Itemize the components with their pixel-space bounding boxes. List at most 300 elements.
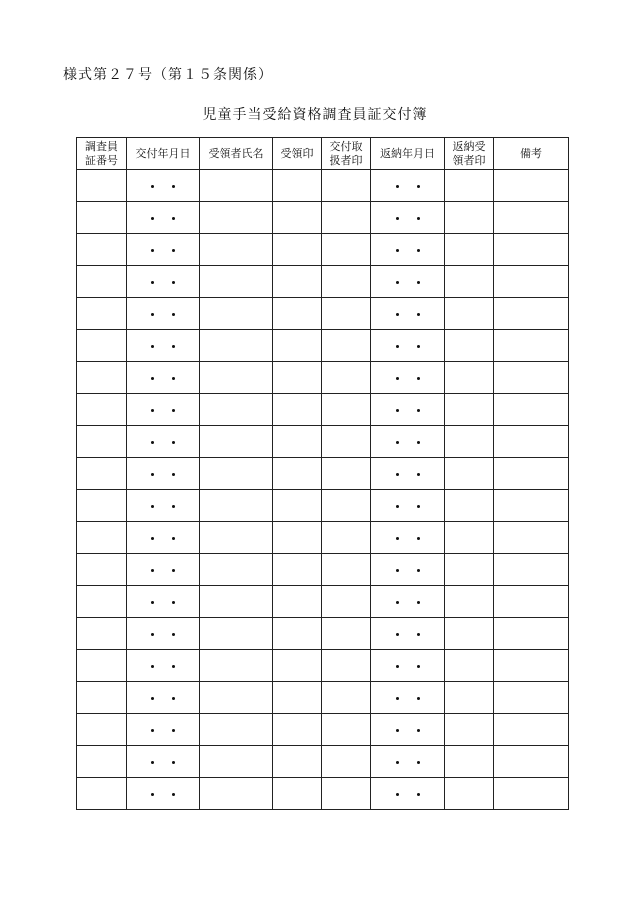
cell-issue-date xyxy=(127,266,200,298)
cell-return-date xyxy=(371,458,445,490)
cell-issuer-seal xyxy=(322,682,371,714)
date-separator-dot xyxy=(151,473,154,476)
date-separator-dot xyxy=(417,345,420,348)
table-row xyxy=(77,234,569,266)
cell-remarks xyxy=(494,234,569,266)
cell-certificate-number xyxy=(77,554,127,586)
table-row xyxy=(77,778,569,810)
date-placeholder-dots xyxy=(387,211,429,224)
cell-certificate-number xyxy=(77,330,127,362)
date-separator-dot xyxy=(396,729,399,732)
date-separator-dot xyxy=(151,249,154,252)
form-number: 様式第２７号（第１５条関係） xyxy=(63,67,273,83)
cell-remarks xyxy=(494,554,569,586)
date-placeholder-dots xyxy=(142,563,184,576)
table-row xyxy=(77,426,569,458)
date-placeholder-dots xyxy=(142,659,184,672)
date-separator-dot xyxy=(417,313,420,316)
cell-certificate-number xyxy=(77,234,127,266)
cell-remarks xyxy=(494,266,569,298)
date-placeholder-dots xyxy=(142,211,184,224)
date-separator-dot xyxy=(151,217,154,220)
cell-return-date xyxy=(371,362,445,394)
cell-certificate-number xyxy=(77,362,127,394)
cell-recipient-name xyxy=(200,330,273,362)
cell-certificate-number xyxy=(77,714,127,746)
header-remarks: 備考 xyxy=(494,138,569,170)
date-separator-dot xyxy=(172,601,175,604)
header-recipient-name: 受領者氏名 xyxy=(200,138,273,170)
cell-receipt-seal xyxy=(273,618,322,650)
cell-receipt-seal xyxy=(273,490,322,522)
cell-return-receiver-seal xyxy=(445,650,494,682)
header-return-date: 返納年月日 xyxy=(371,138,445,170)
date-placeholder-dots xyxy=(142,243,184,256)
table-row xyxy=(77,554,569,586)
date-separator-dot xyxy=(396,473,399,476)
date-separator-dot xyxy=(417,409,420,412)
cell-remarks xyxy=(494,202,569,234)
cell-certificate-number xyxy=(77,490,127,522)
date-separator-dot xyxy=(396,601,399,604)
cell-certificate-number xyxy=(77,650,127,682)
cell-return-receiver-seal xyxy=(445,394,494,426)
cell-return-receiver-seal xyxy=(445,266,494,298)
cell-remarks xyxy=(494,394,569,426)
cell-issue-date xyxy=(127,458,200,490)
date-placeholder-dots xyxy=(142,499,184,512)
cell-return-date xyxy=(371,586,445,618)
cell-recipient-name xyxy=(200,586,273,618)
cell-certificate-number xyxy=(77,426,127,458)
table-row xyxy=(77,586,569,618)
date-separator-dot xyxy=(396,313,399,316)
cell-receipt-seal xyxy=(273,234,322,266)
date-separator-dot xyxy=(396,505,399,508)
date-placeholder-dots xyxy=(387,755,429,768)
date-separator-dot xyxy=(151,345,154,348)
cell-return-date xyxy=(371,330,445,362)
cell-recipient-name xyxy=(200,266,273,298)
date-separator-dot xyxy=(151,313,154,316)
date-separator-dot xyxy=(396,217,399,220)
cell-recipient-name xyxy=(200,234,273,266)
cell-return-receiver-seal xyxy=(445,682,494,714)
cell-remarks xyxy=(494,426,569,458)
date-placeholder-dots xyxy=(142,755,184,768)
date-separator-dot xyxy=(417,185,420,188)
table-row xyxy=(77,618,569,650)
cell-receipt-seal xyxy=(273,778,322,810)
table-row xyxy=(77,170,569,202)
cell-return-date xyxy=(371,682,445,714)
date-separator-dot xyxy=(151,377,154,380)
date-separator-dot xyxy=(417,505,420,508)
date-separator-dot xyxy=(417,441,420,444)
date-separator-dot xyxy=(172,665,175,668)
cell-issue-date xyxy=(127,554,200,586)
cell-receipt-seal xyxy=(273,746,322,778)
cell-recipient-name xyxy=(200,394,273,426)
cell-recipient-name xyxy=(200,490,273,522)
cell-remarks xyxy=(494,298,569,330)
cell-recipient-name xyxy=(200,554,273,586)
date-separator-dot xyxy=(417,281,420,284)
cell-issue-date xyxy=(127,234,200,266)
cell-issuer-seal xyxy=(322,714,371,746)
cell-recipient-name xyxy=(200,714,273,746)
date-separator-dot xyxy=(417,601,420,604)
cell-return-receiver-seal xyxy=(445,586,494,618)
date-separator-dot xyxy=(417,633,420,636)
date-placeholder-dots xyxy=(387,499,429,512)
cell-issuer-seal xyxy=(322,554,371,586)
date-separator-dot xyxy=(172,537,175,540)
date-placeholder-dots xyxy=(142,723,184,736)
table-row xyxy=(77,490,569,522)
header-issuer-seal: 交付取 扱者印 xyxy=(322,138,371,170)
cell-issuer-seal xyxy=(322,202,371,234)
cell-remarks xyxy=(494,362,569,394)
cell-return-date xyxy=(371,170,445,202)
cell-return-receiver-seal xyxy=(445,362,494,394)
table-row xyxy=(77,682,569,714)
date-placeholder-dots xyxy=(142,275,184,288)
cell-return-receiver-seal xyxy=(445,330,494,362)
date-separator-dot xyxy=(172,729,175,732)
date-placeholder-dots xyxy=(142,595,184,608)
table-row xyxy=(77,330,569,362)
cell-issue-date xyxy=(127,394,200,426)
cell-remarks xyxy=(494,522,569,554)
date-separator-dot xyxy=(417,473,420,476)
cell-return-date xyxy=(371,618,445,650)
date-separator-dot xyxy=(396,345,399,348)
date-separator-dot xyxy=(417,761,420,764)
date-separator-dot xyxy=(172,761,175,764)
cell-receipt-seal xyxy=(273,426,322,458)
cell-recipient-name xyxy=(200,362,273,394)
header-return-receiver-seal: 返納受 領者印 xyxy=(445,138,494,170)
date-separator-dot xyxy=(172,313,175,316)
cell-return-date xyxy=(371,554,445,586)
cell-return-date xyxy=(371,426,445,458)
cell-issue-date xyxy=(127,362,200,394)
date-separator-dot xyxy=(151,697,154,700)
cell-issue-date xyxy=(127,298,200,330)
ledger-body xyxy=(77,170,569,810)
date-placeholder-dots xyxy=(387,723,429,736)
cell-remarks xyxy=(494,490,569,522)
cell-return-receiver-seal xyxy=(445,234,494,266)
cell-issuer-seal xyxy=(322,458,371,490)
header-receipt-seal: 受領印 xyxy=(273,138,322,170)
cell-recipient-name xyxy=(200,682,273,714)
cell-certificate-number xyxy=(77,682,127,714)
date-placeholder-dots xyxy=(387,627,429,640)
date-separator-dot xyxy=(417,217,420,220)
date-placeholder-dots xyxy=(142,627,184,640)
cell-remarks xyxy=(494,586,569,618)
date-placeholder-dots xyxy=(387,787,429,800)
cell-return-receiver-seal xyxy=(445,170,494,202)
date-separator-dot xyxy=(172,249,175,252)
date-separator-dot xyxy=(151,601,154,604)
cell-issuer-seal xyxy=(322,362,371,394)
cell-return-receiver-seal xyxy=(445,458,494,490)
date-placeholder-dots xyxy=(142,435,184,448)
cell-receipt-seal xyxy=(273,458,322,490)
cell-return-receiver-seal xyxy=(445,778,494,810)
cell-issuer-seal xyxy=(322,650,371,682)
cell-certificate-number xyxy=(77,298,127,330)
document-title: 児童手当受給資格調査員証交付簿 xyxy=(202,107,428,123)
date-placeholder-dots xyxy=(142,307,184,320)
cell-issuer-seal xyxy=(322,266,371,298)
cell-return-date xyxy=(371,778,445,810)
table-row xyxy=(77,458,569,490)
cell-certificate-number xyxy=(77,746,127,778)
date-separator-dot xyxy=(151,665,154,668)
cell-issuer-seal xyxy=(322,746,371,778)
cell-remarks xyxy=(494,170,569,202)
date-separator-dot xyxy=(172,441,175,444)
cell-recipient-name xyxy=(200,458,273,490)
cell-receipt-seal xyxy=(273,394,322,426)
cell-issue-date xyxy=(127,426,200,458)
table-row xyxy=(77,746,569,778)
cell-issuer-seal xyxy=(322,330,371,362)
cell-recipient-name xyxy=(200,650,273,682)
date-placeholder-dots xyxy=(387,435,429,448)
cell-issuer-seal xyxy=(322,298,371,330)
cell-return-receiver-seal xyxy=(445,490,494,522)
date-placeholder-dots xyxy=(387,595,429,608)
header-row xyxy=(77,138,569,170)
cell-return-date xyxy=(371,746,445,778)
cell-receipt-seal xyxy=(273,202,322,234)
cell-receipt-seal xyxy=(273,170,322,202)
cell-certificate-number xyxy=(77,778,127,810)
cell-return-date xyxy=(371,202,445,234)
date-placeholder-dots xyxy=(142,531,184,544)
cell-return-date xyxy=(371,298,445,330)
cell-return-date xyxy=(371,714,445,746)
date-separator-dot xyxy=(396,697,399,700)
date-placeholder-dots xyxy=(387,403,429,416)
cell-return-receiver-seal xyxy=(445,298,494,330)
cell-issuer-seal xyxy=(322,234,371,266)
date-separator-dot xyxy=(172,473,175,476)
cell-issue-date xyxy=(127,778,200,810)
date-placeholder-dots xyxy=(142,691,184,704)
date-placeholder-dots xyxy=(387,179,429,192)
cell-receipt-seal xyxy=(273,586,322,618)
cell-return-date xyxy=(371,490,445,522)
date-placeholder-dots xyxy=(142,467,184,480)
cell-recipient-name xyxy=(200,426,273,458)
date-separator-dot xyxy=(172,409,175,412)
date-separator-dot xyxy=(417,249,420,252)
cell-receipt-seal xyxy=(273,554,322,586)
cell-remarks xyxy=(494,330,569,362)
cell-issuer-seal xyxy=(322,170,371,202)
cell-receipt-seal xyxy=(273,298,322,330)
cell-issue-date xyxy=(127,682,200,714)
date-separator-dot xyxy=(172,633,175,636)
date-placeholder-dots xyxy=(142,403,184,416)
cell-issuer-seal xyxy=(322,522,371,554)
cell-issue-date xyxy=(127,490,200,522)
date-separator-dot xyxy=(417,793,420,796)
date-separator-dot xyxy=(417,377,420,380)
cell-recipient-name xyxy=(200,522,273,554)
date-separator-dot xyxy=(396,249,399,252)
cell-return-receiver-seal xyxy=(445,714,494,746)
cell-recipient-name xyxy=(200,778,273,810)
cell-receipt-seal xyxy=(273,362,322,394)
cell-issue-date xyxy=(127,586,200,618)
cell-recipient-name xyxy=(200,170,273,202)
date-separator-dot xyxy=(151,793,154,796)
table-row xyxy=(77,394,569,426)
date-placeholder-dots xyxy=(142,339,184,352)
cell-return-receiver-seal xyxy=(445,554,494,586)
date-separator-dot xyxy=(151,505,154,508)
cell-return-date xyxy=(371,522,445,554)
date-separator-dot xyxy=(172,569,175,572)
cell-issuer-seal xyxy=(322,586,371,618)
table-row xyxy=(77,298,569,330)
table-row xyxy=(77,202,569,234)
date-placeholder-dots xyxy=(387,531,429,544)
date-separator-dot xyxy=(417,665,420,668)
cell-recipient-name xyxy=(200,618,273,650)
date-separator-dot xyxy=(172,505,175,508)
cell-certificate-number xyxy=(77,522,127,554)
cell-certificate-number xyxy=(77,458,127,490)
cell-recipient-name xyxy=(200,202,273,234)
date-placeholder-dots xyxy=(387,467,429,480)
cell-return-receiver-seal xyxy=(445,202,494,234)
date-separator-dot xyxy=(417,729,420,732)
date-separator-dot xyxy=(396,665,399,668)
date-separator-dot xyxy=(172,793,175,796)
date-separator-dot xyxy=(417,569,420,572)
cell-receipt-seal xyxy=(273,330,322,362)
date-placeholder-dots xyxy=(387,275,429,288)
date-placeholder-dots xyxy=(387,371,429,384)
date-separator-dot xyxy=(396,537,399,540)
cell-remarks xyxy=(494,714,569,746)
date-separator-dot xyxy=(172,185,175,188)
date-placeholder-dots xyxy=(387,339,429,352)
header-certificate-number: 調査員 証番号 xyxy=(77,138,127,170)
cell-issue-date xyxy=(127,330,200,362)
cell-receipt-seal xyxy=(273,682,322,714)
cell-certificate-number xyxy=(77,170,127,202)
date-separator-dot xyxy=(151,441,154,444)
date-placeholder-dots xyxy=(387,691,429,704)
date-separator-dot xyxy=(417,697,420,700)
header-issue-date: 交付年月日 xyxy=(127,138,200,170)
cell-issuer-seal xyxy=(322,490,371,522)
table-row xyxy=(77,266,569,298)
cell-issuer-seal xyxy=(322,394,371,426)
cell-certificate-number xyxy=(77,394,127,426)
cell-remarks xyxy=(494,746,569,778)
date-separator-dot xyxy=(151,185,154,188)
cell-return-date xyxy=(371,650,445,682)
cell-issue-date xyxy=(127,618,200,650)
date-separator-dot xyxy=(396,761,399,764)
date-separator-dot xyxy=(396,441,399,444)
date-separator-dot xyxy=(151,761,154,764)
table-row xyxy=(77,522,569,554)
cell-recipient-name xyxy=(200,298,273,330)
cell-return-receiver-seal xyxy=(445,618,494,650)
cell-issue-date xyxy=(127,714,200,746)
cell-issue-date xyxy=(127,522,200,554)
date-placeholder-dots xyxy=(142,787,184,800)
table-row xyxy=(77,650,569,682)
date-placeholder-dots xyxy=(387,243,429,256)
cell-return-receiver-seal xyxy=(445,746,494,778)
date-separator-dot xyxy=(396,281,399,284)
cell-issuer-seal xyxy=(322,618,371,650)
date-separator-dot xyxy=(151,633,154,636)
date-separator-dot xyxy=(172,345,175,348)
cell-return-date xyxy=(371,266,445,298)
date-separator-dot xyxy=(172,697,175,700)
date-placeholder-dots xyxy=(387,307,429,320)
cell-receipt-seal xyxy=(273,650,322,682)
cell-remarks xyxy=(494,650,569,682)
cell-issue-date xyxy=(127,650,200,682)
date-placeholder-dots xyxy=(387,659,429,672)
date-separator-dot xyxy=(151,281,154,284)
cell-return-receiver-seal xyxy=(445,522,494,554)
cell-remarks xyxy=(494,778,569,810)
date-placeholder-dots xyxy=(142,371,184,384)
cell-issue-date xyxy=(127,746,200,778)
cell-remarks xyxy=(494,682,569,714)
date-separator-dot xyxy=(417,537,420,540)
cell-issuer-seal xyxy=(322,426,371,458)
cell-return-date xyxy=(371,394,445,426)
cell-receipt-seal xyxy=(273,714,322,746)
date-separator-dot xyxy=(151,409,154,412)
date-separator-dot xyxy=(151,569,154,572)
cell-issue-date xyxy=(127,170,200,202)
date-separator-dot xyxy=(151,537,154,540)
cell-receipt-seal xyxy=(273,266,322,298)
cell-issuer-seal xyxy=(322,778,371,810)
cell-remarks xyxy=(494,618,569,650)
date-separator-dot xyxy=(172,217,175,220)
date-separator-dot xyxy=(172,377,175,380)
cell-certificate-number xyxy=(77,618,127,650)
cell-receipt-seal xyxy=(273,522,322,554)
cell-return-receiver-seal xyxy=(445,426,494,458)
cell-certificate-number xyxy=(77,202,127,234)
date-separator-dot xyxy=(151,729,154,732)
issuance-ledger-table xyxy=(76,137,569,810)
table-row xyxy=(77,362,569,394)
cell-issue-date xyxy=(127,202,200,234)
date-separator-dot xyxy=(396,377,399,380)
date-separator-dot xyxy=(396,633,399,636)
